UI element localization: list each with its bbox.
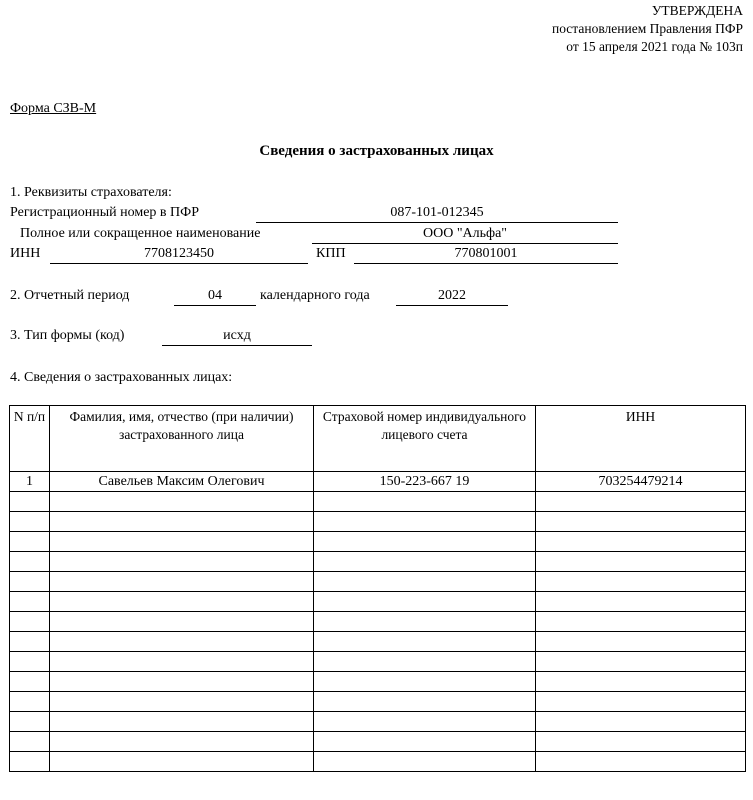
cell-inn[interactable] xyxy=(536,672,746,692)
reg-number-field[interactable] xyxy=(256,204,618,223)
cell-fio[interactable] xyxy=(50,532,314,552)
cell-inn[interactable] xyxy=(536,572,746,592)
cell-inn[interactable] xyxy=(536,652,746,672)
cell-inn[interactable] xyxy=(536,752,746,772)
cell-num[interactable] xyxy=(10,672,50,692)
cell-fio[interactable] xyxy=(50,612,314,632)
cell-snils[interactable] xyxy=(314,732,536,752)
cell-inn[interactable] xyxy=(536,492,746,512)
table-row xyxy=(10,612,746,632)
form-type-label: 3. Тип формы (код) xyxy=(10,328,125,343)
cell-num[interactable] xyxy=(10,752,50,772)
year-value: 2022 xyxy=(438,288,466,303)
cell-fio[interactable] xyxy=(50,692,314,712)
cell-fio[interactable] xyxy=(50,652,314,672)
approval-stamp xyxy=(552,2,743,56)
approval-line-1: УТВЕРЖДЕНА xyxy=(651,3,743,18)
cell-snils[interactable] xyxy=(314,652,536,672)
header-snils: Страховой номер индивидуального лицевого счета xyxy=(314,406,536,472)
cell-num[interactable] xyxy=(10,692,50,712)
cell-fio[interactable] xyxy=(50,712,314,732)
cell-fio[interactable] xyxy=(50,592,314,612)
table-row xyxy=(10,672,746,692)
inn-field[interactable] xyxy=(50,245,308,264)
cell-fio[interactable] xyxy=(50,672,314,692)
cell-snils[interactable] xyxy=(314,752,536,772)
header-num: N п/п xyxy=(10,406,50,472)
cell-snils[interactable] xyxy=(314,632,536,652)
table-row xyxy=(10,512,746,532)
table-row xyxy=(10,592,746,612)
form-name: Форма СЗВ-М xyxy=(10,101,97,116)
cell-snils[interactable] xyxy=(314,532,536,552)
table-row xyxy=(10,552,746,572)
table-row xyxy=(10,472,746,492)
cell-inn[interactable] xyxy=(536,692,746,712)
period-value: 04 xyxy=(208,288,222,303)
reg-number-label: Регистрационный номер в ПФР xyxy=(10,205,199,220)
table-row xyxy=(10,652,746,672)
cell-snils[interactable] xyxy=(314,492,536,512)
cell-num[interactable]: 1 xyxy=(10,472,50,492)
period-field[interactable] xyxy=(174,287,256,306)
table-row xyxy=(10,752,746,772)
calendar-year-label: календарного года xyxy=(260,288,370,303)
cell-inn[interactable] xyxy=(536,512,746,532)
cell-snils[interactable] xyxy=(314,572,536,592)
insured-persons-table xyxy=(9,405,746,772)
cell-snils[interactable] xyxy=(314,512,536,532)
cell-fio[interactable]: Савельев Максим Олегович xyxy=(50,472,314,492)
cell-inn[interactable] xyxy=(536,612,746,632)
org-name-value: ООО "Альфа" xyxy=(422,226,508,241)
cell-num[interactable] xyxy=(10,532,50,552)
cell-num[interactable] xyxy=(10,552,50,572)
table-header-row xyxy=(10,406,746,472)
inn-label: ИНН xyxy=(10,246,41,261)
section-4-heading: 4. Сведения о застрахованных лицах: xyxy=(10,370,233,385)
cell-snils[interactable] xyxy=(314,672,536,692)
kpp-value: 770801001 xyxy=(454,246,518,261)
kpp-label: КПП xyxy=(316,246,346,261)
cell-fio[interactable] xyxy=(50,552,314,572)
cell-fio[interactable] xyxy=(50,492,314,512)
cell-fio[interactable] xyxy=(50,512,314,532)
header-inn: ИНН xyxy=(536,406,746,472)
document-title: Сведения о застрахованных лицах xyxy=(259,143,494,159)
cell-fio[interactable] xyxy=(50,732,314,752)
header-fio: Фамилия, имя, отчество (при наличии) застрахованного лица xyxy=(50,406,314,472)
cell-inn[interactable] xyxy=(536,552,746,572)
org-name-label: Полное или сокращенное наименование xyxy=(20,226,261,241)
inn-value: 7708123450 xyxy=(144,246,214,261)
cell-num[interactable] xyxy=(10,632,50,652)
table-row xyxy=(10,712,746,732)
cell-num[interactable] xyxy=(10,592,50,612)
table-row xyxy=(10,732,746,752)
cell-inn[interactable] xyxy=(536,732,746,752)
cell-inn[interactable]: 703254479214 xyxy=(536,472,746,492)
table-row xyxy=(10,572,746,592)
cell-num[interactable] xyxy=(10,612,50,632)
reporting-period-label: 2. Отчетный период xyxy=(10,288,130,303)
approval-line-3: от 15 апреля 2021 года № 103п xyxy=(566,39,743,54)
year-field[interactable] xyxy=(396,287,508,306)
cell-num[interactable] xyxy=(10,512,50,532)
reg-number-value: 087-101-012345 xyxy=(390,205,484,220)
cell-inn[interactable] xyxy=(536,532,746,552)
cell-num[interactable] xyxy=(10,652,50,672)
cell-snils[interactable] xyxy=(314,552,536,572)
cell-num[interactable] xyxy=(10,732,50,752)
org-name-field[interactable] xyxy=(312,225,618,244)
cell-snils[interactable]: 150-223-667 19 xyxy=(314,472,536,492)
approval-line-2: постановлением Правления ПФР xyxy=(552,21,743,36)
form-type-value: исхд xyxy=(223,328,251,343)
kpp-field[interactable] xyxy=(354,245,618,264)
cell-snils[interactable] xyxy=(314,592,536,612)
cell-snils[interactable] xyxy=(314,712,536,732)
table-row xyxy=(10,692,746,712)
table-row xyxy=(10,632,746,652)
cell-inn[interactable] xyxy=(536,592,746,612)
cell-num[interactable] xyxy=(10,572,50,592)
cell-num[interactable] xyxy=(10,492,50,512)
form-type-field[interactable] xyxy=(162,327,312,346)
table-row xyxy=(10,532,746,552)
cell-num[interactable] xyxy=(10,712,50,732)
section-1-heading: 1. Реквизиты страхователя: xyxy=(10,185,172,200)
cell-fio[interactable] xyxy=(50,752,314,772)
cell-snils[interactable] xyxy=(314,692,536,712)
cell-fio[interactable] xyxy=(50,572,314,592)
table-row xyxy=(10,492,746,512)
cell-fio[interactable] xyxy=(50,632,314,652)
cell-snils[interactable] xyxy=(314,612,536,632)
cell-inn[interactable] xyxy=(536,632,746,652)
cell-inn[interactable] xyxy=(536,712,746,732)
